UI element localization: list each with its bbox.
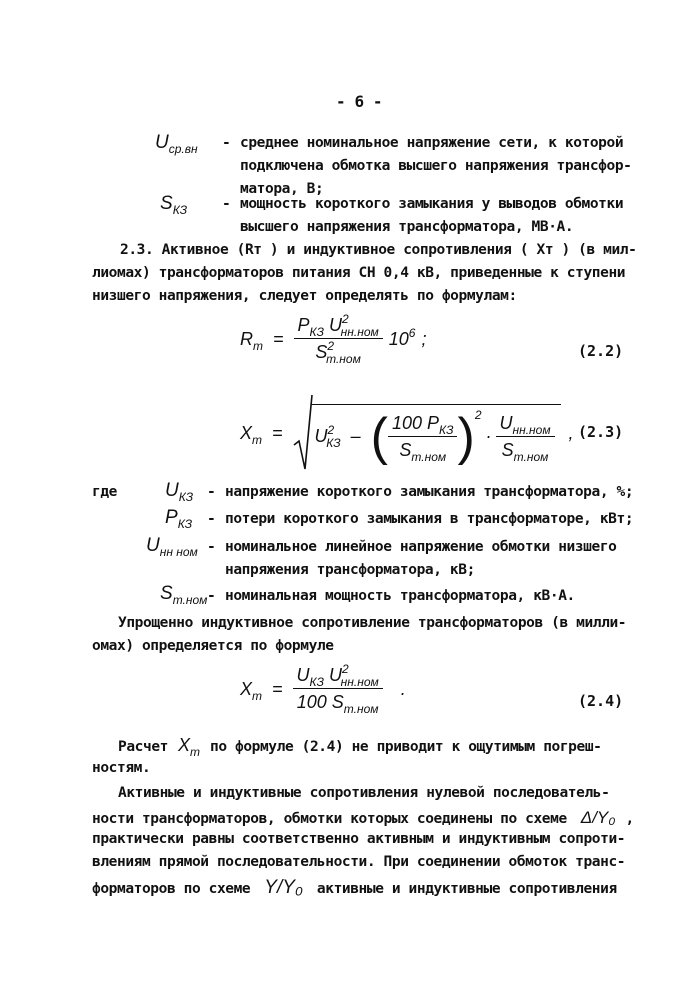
paragraph-line [92, 877, 617, 899]
eq-lhs: $X_т$ [240, 422, 263, 447]
eq-fraction [294, 312, 383, 366]
def-text-line: подключена обмотка высшего напряжения трансфор- [240, 158, 632, 174]
eq-fraction [293, 662, 383, 716]
def-symbol: $U_{нн ном}$ [146, 535, 198, 559]
sqrt-icon [293, 393, 313, 473]
eq-tail: ; [421, 328, 427, 349]
def-text-line: напряжения трансформатора, кВ; [225, 562, 475, 578]
def-s-kz [160, 193, 187, 215]
sqrt-radicand [311, 404, 561, 466]
minus-sign: – [350, 426, 361, 446]
right-paren: ) [457, 407, 475, 466]
text-run: по формуле (2.4) не приводит к ощутимым погреш- [210, 739, 602, 755]
text-run: форматоров по схеме [92, 881, 251, 897]
def-dash: - [222, 196, 231, 212]
def-text-line: номинальная мощность трансформатора, кВ·А. [225, 588, 575, 604]
def-dash: - [222, 135, 231, 151]
paragraph-line [92, 808, 634, 828]
def-text-line: высшего напряжения трансформатора, МВ·А. [240, 219, 574, 235]
equation-number: (2.2) [578, 342, 624, 360]
equals-sign: = [272, 422, 283, 443]
paragraph-line: низшего напряжения, следует определять по формулам: [92, 288, 517, 304]
left-paren: ( [370, 407, 388, 466]
scheme-symbol: Y/Y₀ [264, 877, 303, 898]
def-u-cp-vn [155, 132, 198, 154]
def-symbol: $P_{КЗ}$ [165, 507, 193, 531]
text-run: активные и индуктивные сопротивления [316, 881, 617, 897]
equals-sign: = [273, 328, 284, 349]
u-kz-term: $U^2_{КЗ}$ [314, 423, 341, 450]
text-run: ности трансформаторов, обмотки которых соединены по схеме [92, 811, 567, 827]
def-dash: - [207, 511, 216, 527]
eq-numerator: $U_{КЗ}$ $U^2_{нн.ном}$ [293, 665, 383, 689]
scheme-symbol: Δ/Y₀ [580, 808, 616, 827]
equation-number: (2.3) [578, 423, 624, 441]
def-text-line: среднее номинальное напряжение сети, к которой [240, 135, 624, 151]
def-dash: - [207, 539, 216, 555]
def-text-line: напряжение короткого замыкания трансформатора, %; [225, 484, 634, 500]
def-text-line: потери короткого замыкания в трансформаторе, кВт; [225, 511, 634, 527]
def-text-line: матора, В; [240, 181, 324, 197]
def-text-line: мощность короткого замыкания у выводов обмотки [240, 196, 624, 212]
eq-lhs: $R_т$ [240, 328, 263, 353]
ratio-numerator: $U_{нн.ном}$ [496, 413, 555, 437]
def-text-line: номинальное линейное напряжение обмотки низшего [225, 539, 617, 555]
text-run: Расчет [118, 739, 168, 755]
paragraph-line [118, 735, 602, 759]
equals-sign: = [272, 678, 283, 699]
paragraph-line: практически равны соответственно активным и индуктивным сопроти- [92, 831, 626, 847]
eq-denominator: 100 $S_{т.ном}$ [296, 692, 379, 716]
eq-tail: . [400, 678, 406, 699]
paragraph-line: влениям прямой последовательности. При соединении обмоток транс- [92, 854, 626, 870]
dot-operator: · [485, 426, 492, 446]
eq-denominator: $S^2_{т.ном}$ [315, 339, 361, 366]
eq-factor: $10^6$ [388, 325, 416, 349]
ratio-denominator: $S_{т.ном}$ [501, 439, 549, 464]
paragraph-line: омах) определяется по формуле [92, 638, 334, 654]
paren-exponent: 2 [474, 407, 482, 422]
paragraph-line: Упрощенно индуктивное сопротивление трансформаторов (в милли- [118, 615, 627, 631]
inner-numerator: 100 $P_{КЗ}$ [388, 413, 457, 437]
def-dash: - [207, 484, 216, 500]
def-symbol: $S_{КЗ}$ [160, 193, 188, 217]
ratio-fraction [496, 412, 555, 464]
paragraph-line: 2.3. Активное (Rт ) и индуктивное сопротивления ( Xт ) (в мил- [120, 242, 637, 258]
def-symbol: $U_{ср.вн}$ [155, 132, 198, 156]
equation-number: (2.4) [578, 692, 624, 710]
def-dash: - [207, 588, 216, 604]
def-symbol: $S_{т.ном}$ [160, 583, 208, 607]
page-number: - 6 - [336, 92, 383, 111]
paragraph-line: ностям. [92, 760, 151, 776]
eq-lhs: $X_т$ [240, 678, 263, 703]
text-run: , [625, 811, 634, 827]
paragraph-line: Активные и индуктивные сопротивления нулевой последователь- [118, 785, 610, 801]
inline-symbol: $X_т$ [177, 735, 200, 759]
equation-2-2 [240, 312, 427, 366]
equation-2-3 [240, 393, 574, 473]
eq-numerator: $P_{КЗ}$ $U^2_{нн.ном}$ [294, 315, 383, 339]
eq-tail: , [568, 422, 574, 443]
inner-fraction [388, 412, 457, 464]
inner-denominator: $S_{т.ном}$ [399, 439, 447, 464]
where-label: где [92, 484, 117, 500]
equation-2-4 [240, 662, 406, 716]
def-symbol: $U_{КЗ}$ [165, 480, 194, 504]
paragraph-line: лиомах) трансформаторов питания СН 0,4 кВ, приведенные к ступени [92, 265, 626, 281]
